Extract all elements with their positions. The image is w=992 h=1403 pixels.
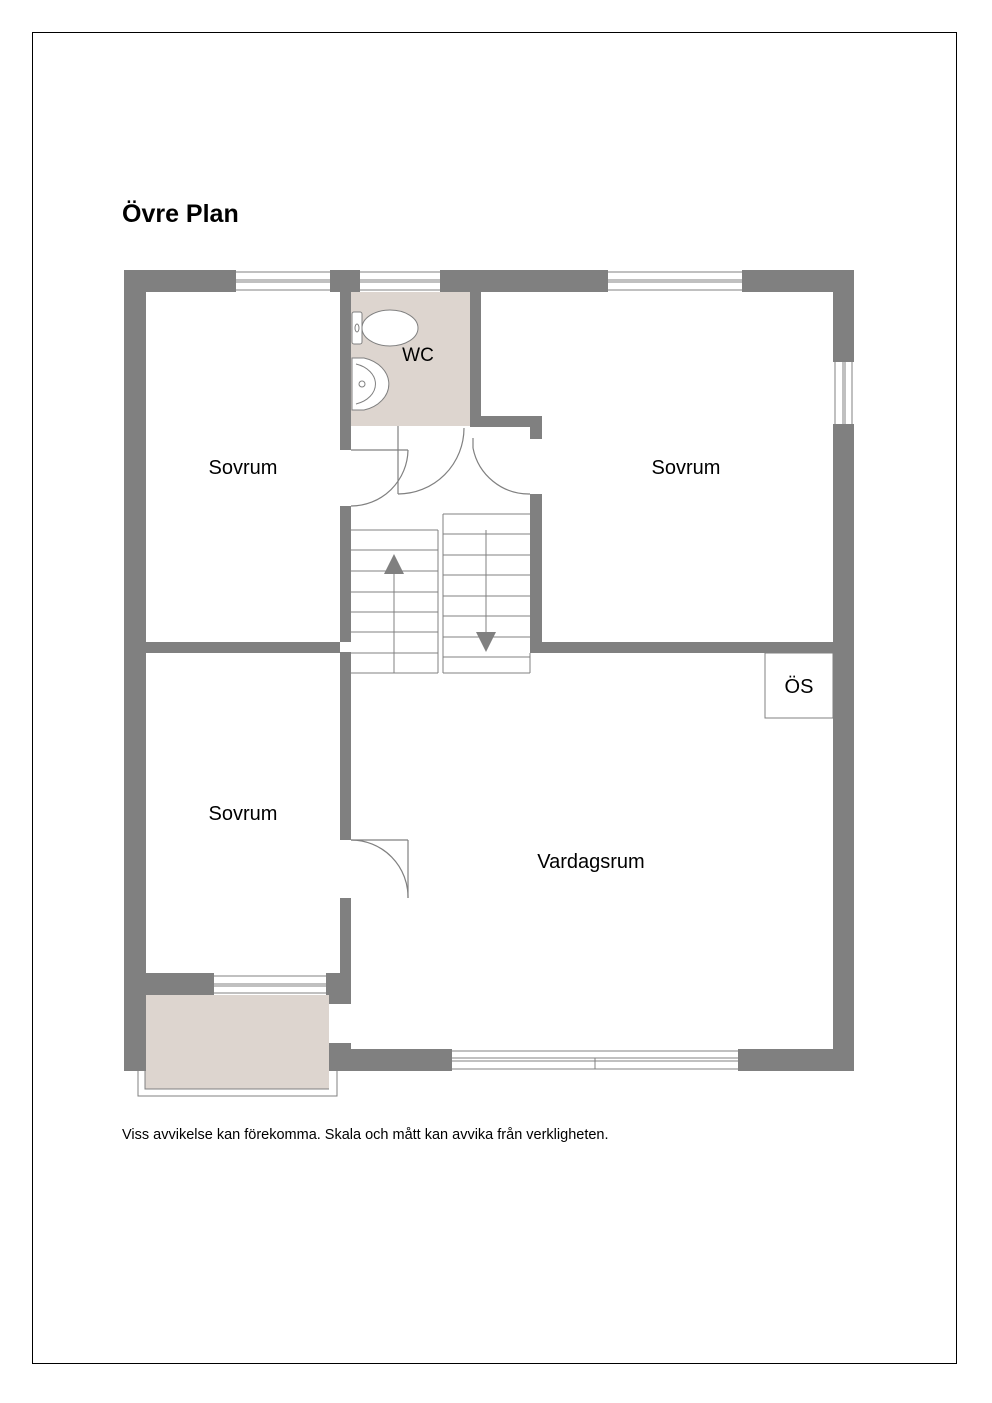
room-label-bedroom-top-right: Sovrum xyxy=(651,457,721,479)
windows xyxy=(214,270,854,1071)
room-label-living-room: Vardagsrum xyxy=(537,851,645,873)
disclaimer-text: Viss avvikelse kan förekomma. Skala och mått kan avvika från verkligheten. xyxy=(122,1127,609,1143)
toilet-icon xyxy=(352,310,418,346)
page-title: Övre Plan xyxy=(122,200,239,228)
room-label-storage: ÖS xyxy=(784,676,814,698)
walls xyxy=(124,270,854,1071)
doors xyxy=(351,426,530,898)
room-label-wc: WC xyxy=(402,345,434,366)
room-label-bedroom-bottom-left: Sovrum xyxy=(208,803,278,825)
staircase xyxy=(351,514,530,673)
room-label-bedroom-top-left: Sovrum xyxy=(208,457,278,479)
stair-down-arrow-icon xyxy=(476,632,496,652)
stair-up-arrow-icon xyxy=(384,554,404,574)
balcony-floor xyxy=(145,995,329,1089)
